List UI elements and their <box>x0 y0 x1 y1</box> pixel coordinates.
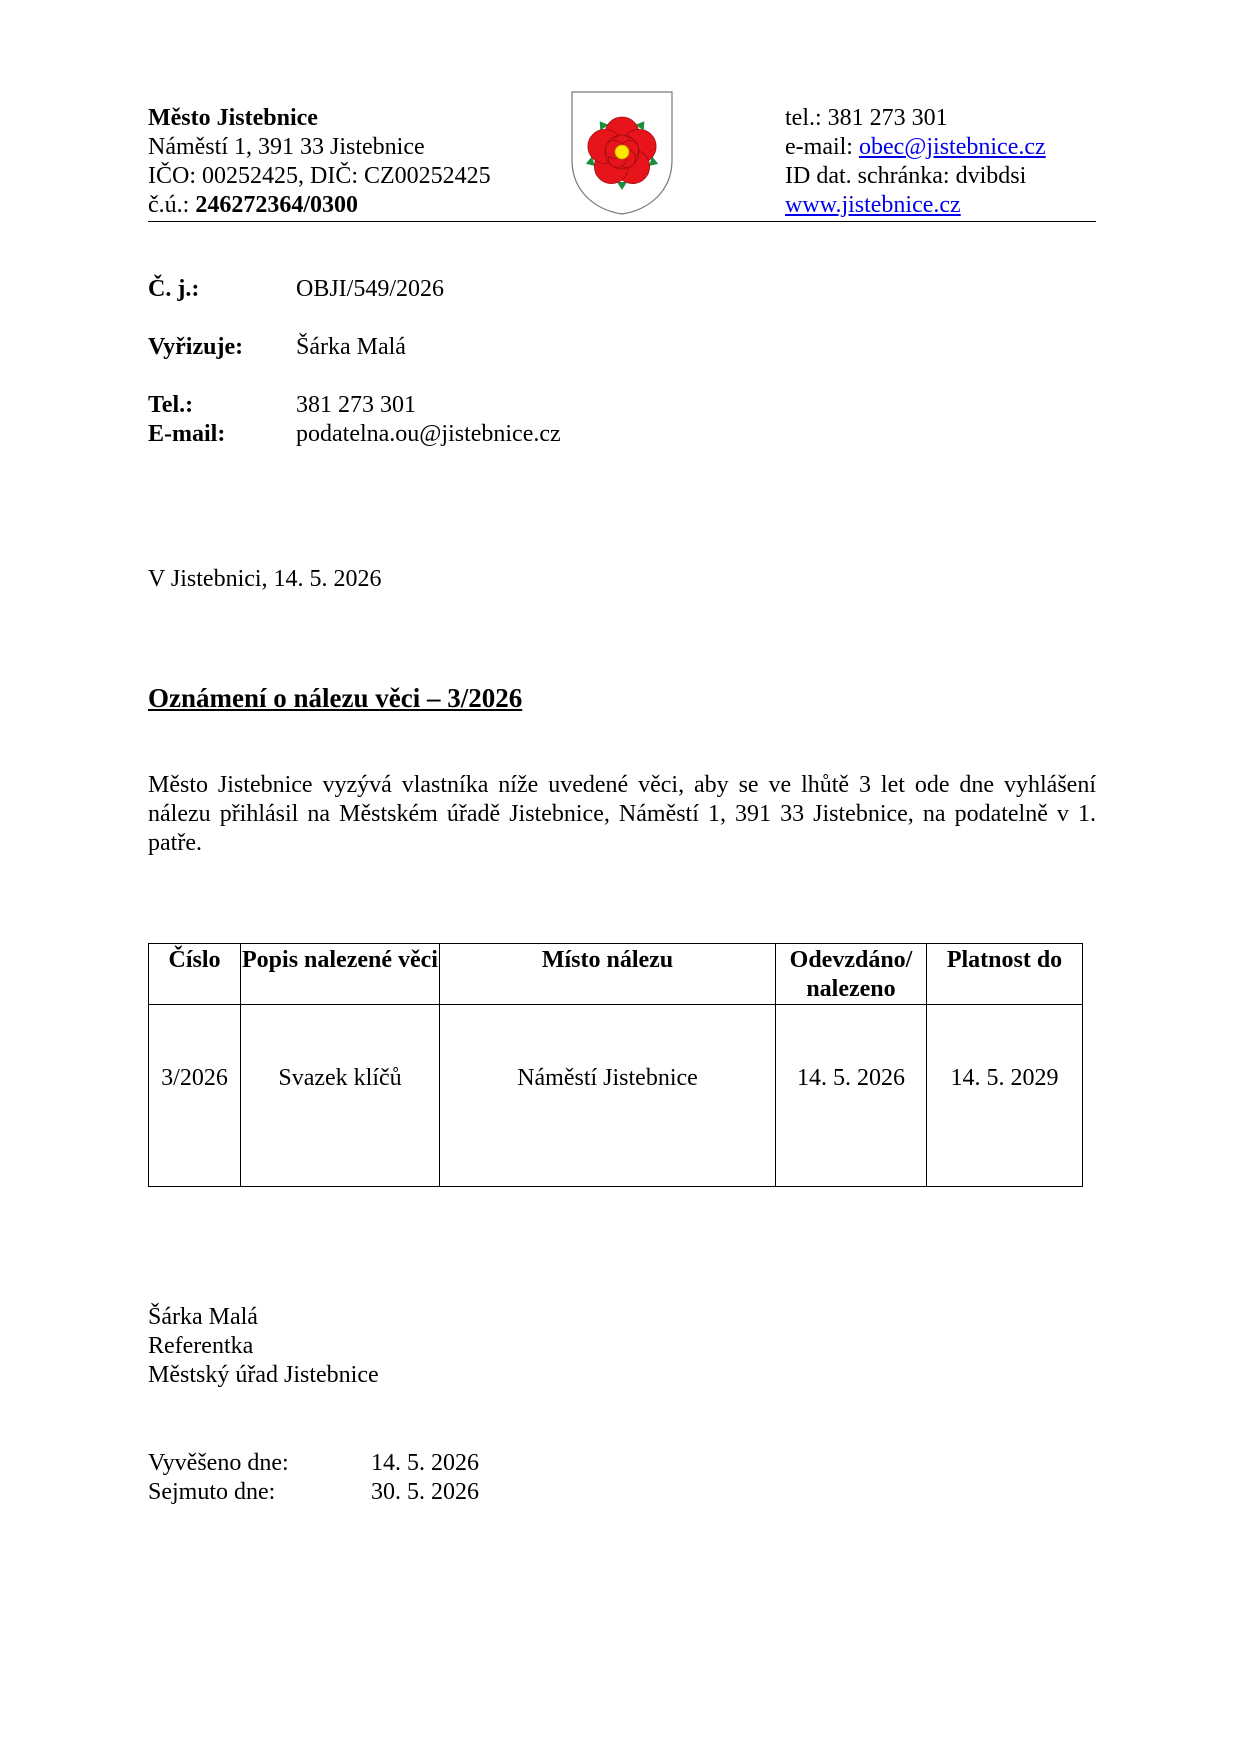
document-title: Oznámení o nálezu věci – 3/2026 <box>148 683 523 713</box>
column-header-number: Číslo <box>149 944 241 1005</box>
website-link[interactable]: www.jistebnice.cz <box>785 192 961 218</box>
body-paragraph: Město Jistebnice vyzývá vlastníka níže uvedené věci, aby se ve lhůtě 3 let ode dne vyhlášení nálezu přihlásil na Městském úřadě Jistebnice, Náměstí 1, 391 33 Jistebnice, na podatelně v 1. patře. <box>148 772 1096 856</box>
signature-office: Městský úřad Jistebnice <box>148 1362 379 1388</box>
cell-location: Náměstí Jistebnice <box>440 1005 776 1187</box>
org-data-box: ID dat. schránka: dvibdsi <box>785 163 1027 189</box>
email-label: e-mail: <box>785 134 859 160</box>
tel-label: Tel.: <box>148 392 194 418</box>
account-number: 246272364/0300 <box>195 192 358 218</box>
signature-name: Šárka Malá <box>148 1304 258 1330</box>
handler-value: Šárka Malá <box>296 334 406 360</box>
column-header-handed-over: Odevzdáno/ nalezeno <box>776 944 927 1005</box>
signature-block <box>148 1303 379 1390</box>
found-items-table <box>148 943 1083 1187</box>
header-organization <box>148 104 491 220</box>
posted-label: Vyvěšeno dne: <box>148 1450 289 1476</box>
org-phone: tel.: 381 273 301 <box>785 105 948 131</box>
email-link[interactable]: obec@jistebnice.cz <box>858 134 1046 160</box>
handler-label: Vyřizuje: <box>148 334 244 360</box>
email-contact-value: podatelna.ou@jistebnice.cz <box>296 421 561 447</box>
header-divider <box>148 221 1096 222</box>
table-header-row <box>149 944 1083 1005</box>
column-header-location: Místo nálezu <box>440 944 776 1005</box>
column-header-valid-until: Platnost do <box>927 944 1083 1005</box>
place-date: V Jistebnici, 14. 5. 2026 <box>148 566 382 592</box>
org-ids: IČO: 00252425, DIČ: CZ00252425 <box>148 163 491 189</box>
signature-role: Referentka <box>148 1333 254 1359</box>
ref-value: OBJI/549/2026 <box>296 276 445 302</box>
ref-label: Č. j.: <box>148 276 200 302</box>
org-address: Náměstí 1, 391 33 Jistebnice <box>148 134 425 160</box>
org-name: Město Jistebnice <box>148 105 318 131</box>
org-account <box>148 191 491 220</box>
cell-valid-until: 14. 5. 2029 <box>927 1005 1083 1187</box>
column-header-description: Popis nalezené věci <box>241 944 440 1005</box>
posted-value: 14. 5. 2026 <box>371 1450 479 1476</box>
header-contacts <box>785 104 1046 220</box>
removed-label: Sejmuto dne: <box>148 1479 276 1505</box>
table-row <box>149 1005 1083 1187</box>
coat-of-arms-red-rose-icon <box>570 90 674 216</box>
email-contact-label: E-mail: <box>148 421 226 447</box>
account-label: č.ú.: <box>148 192 196 218</box>
cell-number: 3/2026 <box>149 1005 241 1187</box>
org-email <box>785 133 1046 162</box>
cell-description: Svazek klíčů <box>241 1005 440 1187</box>
tel-value: 381 273 301 <box>296 392 416 418</box>
removed-value: 30. 5. 2026 <box>371 1479 479 1505</box>
cell-handed-over: 14. 5. 2026 <box>776 1005 927 1187</box>
